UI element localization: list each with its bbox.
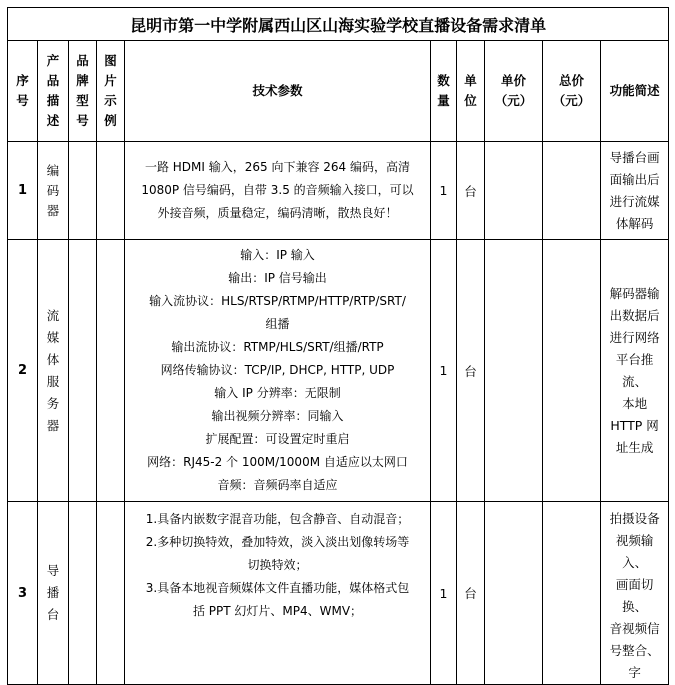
tech-line: 网络传输协议：TCP/IP, DHCP, HTTP, UDP [160, 363, 395, 377]
row-name: 导播台 [38, 502, 69, 685]
row-func: 导播台画 面输出后 进行流媒 体解码 [601, 142, 669, 240]
header-seq: 序号 [8, 41, 38, 142]
tech-line: 切换特效； [247, 558, 308, 572]
header-tech: 技术参数 [125, 41, 431, 142]
table-row [8, 502, 669, 685]
row-name: 流媒体服务器 [38, 240, 69, 502]
tech-line: 2.多种切换特效，叠加特效，淡入淡出划像转场等 [145, 535, 410, 549]
tech-line: 输出视频分辨率：同输入 [211, 409, 344, 423]
requirements-table [7, 7, 669, 685]
row-seq: 3 [8, 502, 38, 685]
row-qty: 1 [431, 142, 457, 240]
row-total [543, 502, 601, 685]
row-brand [69, 502, 97, 685]
tech-line: 输出流协议：RTMP/HLS/SRT/组播/RTP [171, 340, 384, 354]
row-seq: 1 [8, 142, 38, 240]
row-price [485, 502, 543, 685]
row-brand [69, 142, 97, 240]
row-tech [125, 502, 431, 685]
header-unit: 单位 [457, 41, 485, 142]
header-name: 产品描述 [38, 41, 69, 142]
tech-line: 输入 IP 分辨率：无限制 [214, 386, 341, 400]
tech-line: 一路 HDMI 输入，265 向下兼容 264 编码，高清 [144, 160, 411, 174]
header-total: 总价（元） [543, 41, 601, 142]
row-tech [125, 142, 431, 240]
tech-line: 3.具备本地视音频媒体文件直播功能，媒体格式包 [145, 581, 410, 595]
tech-line: 音频：音频码率自适应 [217, 478, 338, 492]
table-title: 昆明市第一中学附属西山区山海实验学校直播设备需求清单 [8, 8, 669, 41]
row-qty: 1 [431, 502, 457, 685]
row-name: 编码器 [38, 142, 69, 240]
header-price: 单价（元） [485, 41, 543, 142]
row-brand [69, 240, 97, 502]
table-row [8, 142, 669, 240]
row-qty: 1 [431, 240, 457, 502]
row-total [543, 142, 601, 240]
header-row [8, 41, 669, 142]
tech-line: 1.具备内嵌数字混音功能，包含静音、自动混音； [145, 512, 410, 526]
table-row [8, 240, 669, 502]
tech-line: 1080P 信号编码，自带 3.5 的音频输入接口，可以 [141, 183, 414, 197]
row-image [97, 142, 125, 240]
tech-line: 网络：RJ45-2 个 100M/1000M 自适应以太网口 [147, 455, 408, 469]
tech-line: 输出：IP 信号输出 [228, 271, 327, 285]
title-row [8, 8, 669, 41]
tech-line: 扩展配置：可设置定时重启 [205, 432, 350, 446]
row-unit: 台 [457, 142, 485, 240]
tech-line: 输入流协议：HLS/RTSP/RTMP/HTTP/RTP/SRT/ [149, 294, 406, 308]
header-image: 图片示例 [97, 41, 125, 142]
header-func: 功能简述 [601, 41, 669, 142]
row-func: 解码器输 出数据后 进行网络 平台推流、 本地 HTTP 网 址生成 [601, 240, 669, 502]
row-unit: 台 [457, 502, 485, 685]
header-qty: 数量 [431, 41, 457, 142]
row-image [97, 240, 125, 502]
row-price [485, 240, 543, 502]
header-brand: 品牌型号 [69, 41, 97, 142]
tech-line: 外接音频，质量稳定，编码清晰，散热良好！ [157, 206, 398, 220]
row-unit: 台 [457, 240, 485, 502]
tech-line: 组播 [265, 317, 290, 331]
tech-line: 括 PPT 幻灯片、MP4、WMV； [192, 604, 363, 618]
tech-line: 输入：IP 输入 [240, 248, 315, 262]
row-total [543, 240, 601, 502]
row-price [485, 142, 543, 240]
row-func: 拍摄设备 视频输入、 画面切换、 音视频信 号整合、字 [601, 502, 669, 685]
row-tech [125, 240, 431, 502]
row-image [97, 502, 125, 685]
row-seq: 2 [8, 240, 38, 502]
